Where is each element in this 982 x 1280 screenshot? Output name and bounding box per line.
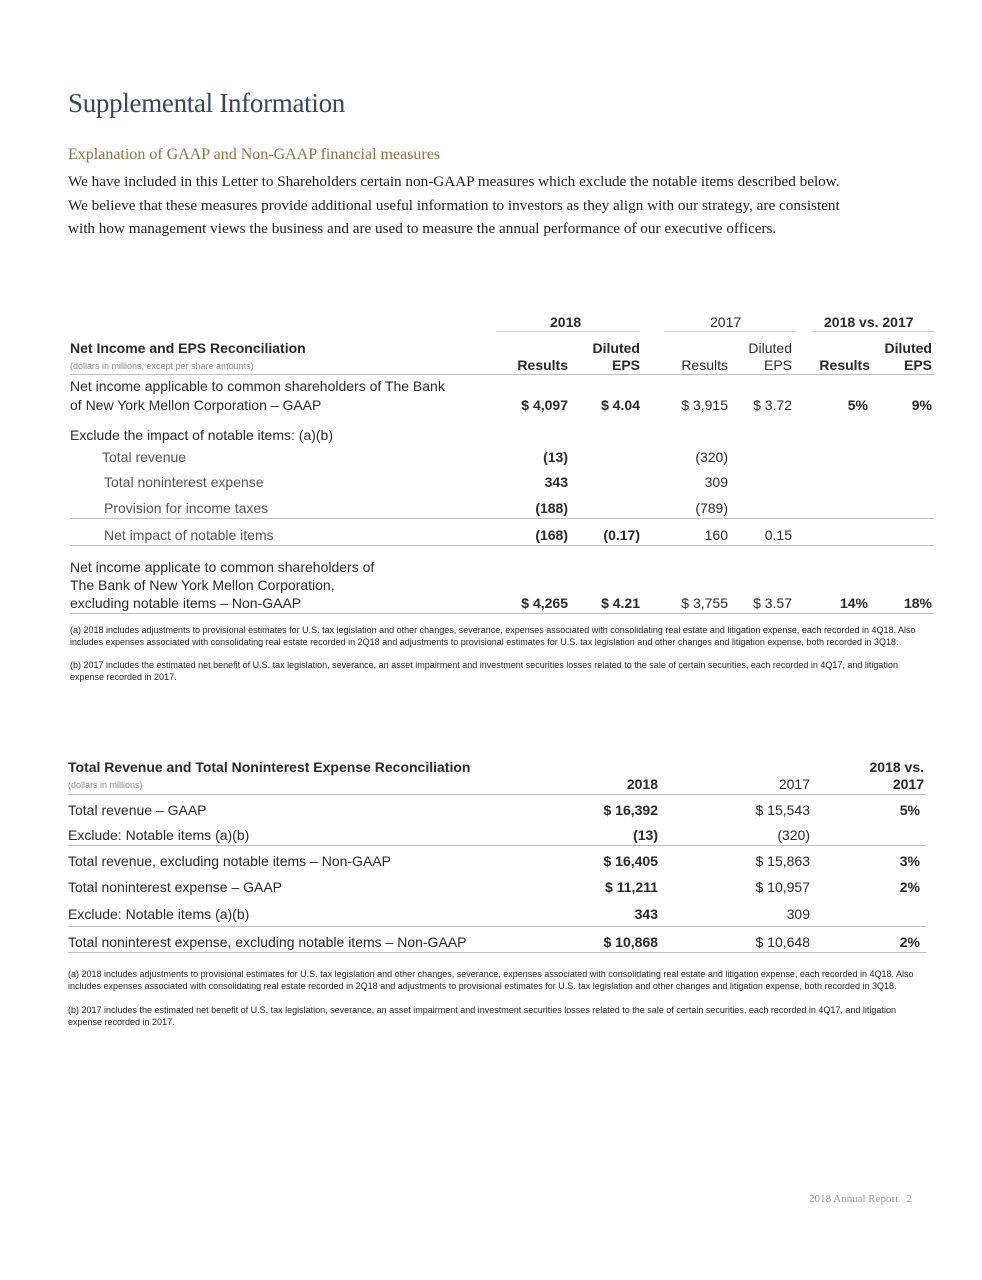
t2-rule-1 bbox=[68, 845, 926, 846]
t2-row2-2017: (320) bbox=[777, 827, 810, 843]
section-heading: Explanation of GAAP and Non-GAAP financial measures bbox=[68, 146, 441, 163]
gaap-results-2017: $ 3,915 bbox=[681, 397, 728, 413]
nongaap-results-2018: $ 4,265 bbox=[521, 595, 568, 611]
t2-rule-bottom bbox=[68, 952, 926, 953]
page-title: Supplemental Information bbox=[68, 88, 345, 118]
t2-row1-label: Total revenue – GAAP bbox=[68, 802, 207, 818]
row-taxes-label: Provision for income taxes bbox=[104, 500, 269, 516]
rule-table1-bottom bbox=[70, 613, 934, 614]
col-results-2018: Results bbox=[517, 357, 568, 373]
page-footer: 2018 Annual Report 2 bbox=[809, 1193, 912, 1205]
row-total-revenue-label: Total revenue bbox=[102, 449, 187, 465]
t2-row4-label: Total noninterest expense – GAAP bbox=[68, 879, 283, 895]
intro-paragraph: We have included in this Letter to Shareholders certain non-GAAP measures which exclude the notable items described below. We believe that these measures provide additional useful information to investors as they align with our strategy, are consistent with how management views the business and are used to measure the annual performance of our executive officers. bbox=[68, 173, 840, 237]
group-header-2018: 2018 bbox=[550, 314, 582, 330]
gaap-eps-2017: $ 3.72 bbox=[753, 397, 792, 413]
col-diluted-2018: Diluted bbox=[592, 340, 640, 356]
row-nongaap-label-line3: excluding notable items – Non-GAAP bbox=[70, 595, 302, 611]
row-total-revenue-2018: (13) bbox=[543, 449, 568, 465]
group-header-2017: 2017 bbox=[710, 314, 742, 330]
t2-row2-2018: (13) bbox=[633, 827, 658, 843]
exclude-label: Exclude the impact of notable items: (a)(b) bbox=[70, 427, 334, 443]
gaap-eps-vs: 9% bbox=[911, 397, 932, 413]
t2-row5-label: Exclude: Notable items (a)(b) bbox=[68, 906, 250, 922]
table2-header-rule bbox=[68, 794, 926, 795]
row-nongaap-label-line1: Net income applicate to common shareholders of bbox=[70, 559, 375, 575]
row-net-impact-eps-2017: 0.15 bbox=[764, 527, 792, 543]
t2-row5-2017: 309 bbox=[786, 906, 810, 922]
row-gaap-label-line1: Net income applicable to common shareholders of The Bank bbox=[70, 378, 445, 394]
t2-rule-2 bbox=[68, 926, 926, 927]
table2-subtitle: (dollars in millions) bbox=[68, 780, 143, 790]
t2-row4-2017: $ 10,957 bbox=[755, 879, 810, 895]
col-results-vs: Results bbox=[819, 357, 870, 373]
t2-row3-2018: $ 16,405 bbox=[603, 853, 658, 869]
t2-row1-2017: $ 15,543 bbox=[755, 802, 810, 818]
t2-row3-label: Total revenue, excluding notable items – Non-GAAP bbox=[68, 853, 391, 869]
table2-title: Total Revenue and Total Noninterest Expense Reconciliation bbox=[68, 759, 471, 775]
t2-row5-2018: 343 bbox=[634, 906, 658, 922]
table2-col-vs-line1: 2018 vs. bbox=[869, 759, 924, 775]
t2-row1-vs: 5% bbox=[899, 802, 920, 818]
row-noninterest-2017: 309 bbox=[704, 474, 728, 490]
group-header-2018-vs-2017: 2018 vs. 2017 bbox=[824, 314, 914, 330]
row-total-revenue-2017: (320) bbox=[695, 449, 728, 465]
gaap-eps-2018: $ 4.04 bbox=[601, 397, 640, 413]
row-noninterest-label: Total noninterest expense bbox=[104, 474, 264, 490]
t2-row4-2018: $ 11,211 bbox=[605, 879, 658, 895]
t2-row6-vs: 2% bbox=[899, 934, 920, 950]
table1-footnote-a: (a) 2018 includes adjustments to provisional estimates for U.S. tax legislation and other changes, severance, expenses associated with consolidating real estate and litigation expense, each recorded in 4Q18. Also includes expenses associated with consolidating real estate recorded in 2Q18 and adjustments to provisional estimates for U.S. tax legislation and other changes and litigation expense, both recorded in 3Q18. bbox=[70, 625, 916, 647]
col-eps-2018: EPS bbox=[611, 357, 640, 373]
t2-row1-2018: $ 16,392 bbox=[603, 802, 658, 818]
col-eps-vs: EPS bbox=[903, 357, 932, 373]
nongaap-results-2017: $ 3,755 bbox=[681, 595, 728, 611]
t2-row6-2018: $ 10,868 bbox=[603, 934, 658, 950]
group-underline-vs bbox=[812, 331, 934, 332]
row-noninterest-2018: 343 bbox=[544, 474, 568, 490]
table1-footnote-b: (b) 2017 includes the estimated net benefit of U.S. tax legislation, severance, an asset impairment and investment securities losses related to the sale of certain securities, each recorded in 4Q17, and litigation expense recorded in 2017. bbox=[70, 660, 898, 682]
table2-footnote-b: (b) 2017 includes the estimated net benefit of U.S. tax legislation, severance, an asset impairment and investment securities losses related to the sale of certain securities, each recorded in 4Q17, and litigation expense recorded in 2017. bbox=[68, 1005, 896, 1027]
table2-footnote-a: (a) 2018 includes adjustments to provisional estimates for U.S. tax legislation and other changes, severance, expenses associated with consolidating real estate and litigation expense, each recorded in 4Q18. Also includes expenses associated with consolidating real estate recorded in 2Q18 and adjustments to provisional estimates for U.S. tax legislation and other changes and litigation expense, both recorded in 3Q18. bbox=[68, 969, 914, 991]
row-net-impact-eps-2018: (0.17) bbox=[603, 527, 640, 543]
col-diluted-2017: Diluted bbox=[748, 340, 792, 356]
row-net-impact-2018: (168) bbox=[535, 527, 568, 543]
rule-after-net-impact bbox=[70, 545, 934, 546]
nongaap-eps-2017: $ 3.57 bbox=[753, 595, 792, 611]
group-underline-2018 bbox=[496, 331, 640, 332]
table2-col-2018: 2018 bbox=[626, 776, 658, 792]
t2-row6-2017: $ 10,648 bbox=[755, 934, 810, 950]
nongaap-eps-2018: $ 4.21 bbox=[601, 595, 640, 611]
row-nongaap-label-line2: The Bank of New York Mellon Corporation, bbox=[70, 577, 335, 593]
table2-col-vs-line2: 2017 bbox=[892, 776, 924, 792]
row-net-impact-label: Net impact of notable items bbox=[104, 527, 274, 543]
table1-title: Net Income and EPS Reconciliation bbox=[70, 340, 306, 356]
nongaap-results-vs: 14% bbox=[839, 595, 868, 611]
group-underline-2017 bbox=[664, 331, 796, 332]
t2-row3-vs: 3% bbox=[899, 853, 920, 869]
row-gaap-label-line2: of New York Mellon Corporation – GAAP bbox=[70, 397, 322, 413]
t2-row4-vs: 2% bbox=[899, 879, 920, 895]
row-net-impact-2017: 160 bbox=[704, 527, 728, 543]
gaap-results-2018: $ 4,097 bbox=[521, 397, 568, 413]
nongaap-eps-vs: 18% bbox=[903, 595, 932, 611]
t2-row6-label: Total noninterest expense, excluding notable items – Non-GAAP bbox=[68, 934, 467, 950]
table2-col-2017: 2017 bbox=[778, 776, 810, 792]
t2-row2-label: Exclude: Notable items (a)(b) bbox=[68, 827, 250, 843]
table1-subtitle: (dollars in millions, except per share amounts) bbox=[70, 361, 254, 371]
t2-row3-2017: $ 15,863 bbox=[755, 853, 810, 869]
gaap-results-vs: 5% bbox=[847, 397, 868, 413]
col-eps-2017: EPS bbox=[763, 357, 792, 373]
col-diluted-vs: Diluted bbox=[884, 340, 932, 356]
col-results-2017: Results bbox=[681, 357, 728, 373]
row-taxes-2018: (188) bbox=[535, 500, 568, 516]
header-rule bbox=[70, 374, 934, 375]
row-taxes-2017: (789) bbox=[695, 500, 728, 516]
rule-before-net-impact bbox=[70, 518, 934, 519]
